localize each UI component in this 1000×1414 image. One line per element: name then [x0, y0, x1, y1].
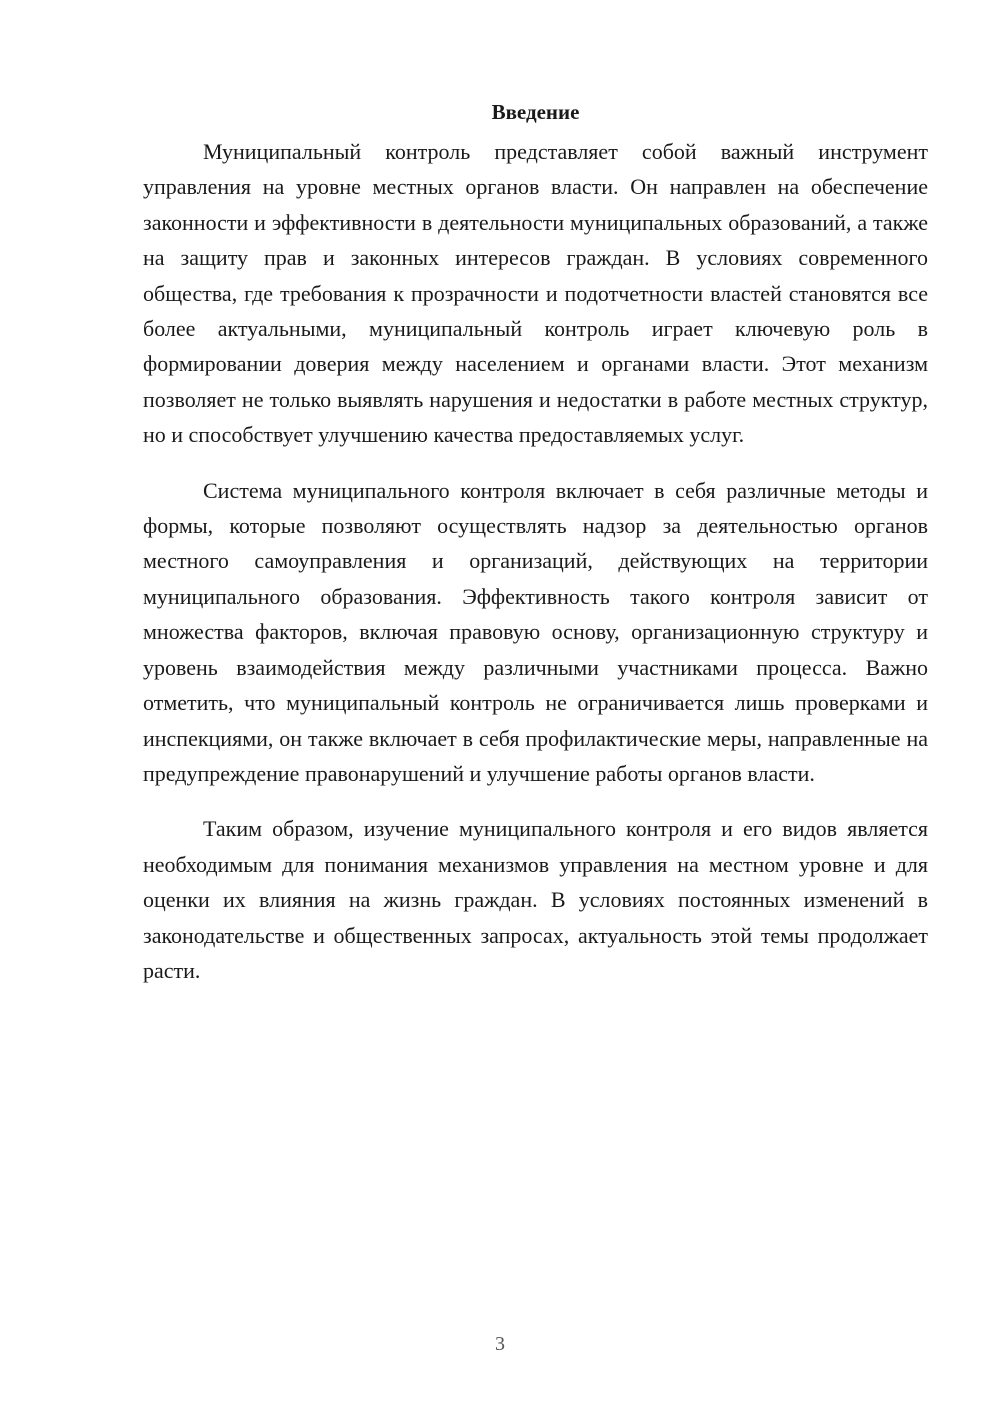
paragraph-3: Таким образом, изучение муниципального контроля и его видов является необходимым для понимания механизмов управления на местном уровне и для оценки их влияния на жизнь граждан. В условиях постоянных изменений в законодательстве и общественных запросах, актуальность этой темы продолжает расти. — [143, 816, 928, 983]
page-number: 3 — [495, 1333, 505, 1355]
page-content — [143, 95, 928, 1008]
paragraph-2: Система муниципального контроля включает в себя различные методы и формы, которые позволяют осуществлять надзор за деятельностью органов местного самоуправления и организаций, действующих на территории муниципального образования. Эффективность такого контроля зависит от множества факторов, включая правовую основу, организационную структуру и уровень взаимодействия между различными участниками процесса. Важно отметить, что муниципальный контроль не ограничивается лишь проверками и инспекциями, он также включает в себя профилактические меры, направленные на предупреждение правонарушений и улучшение работы органов власти. — [143, 477, 928, 786]
page-title: Введение — [491, 100, 580, 124]
paragraph-1: Муниципальный контроль представляет собой важный инструмент управления на уровне местных органов власти. Он направлен на обеспечение законности и эффективности в деятельности муниципальных образований, а также на защиту прав и законных интересов граждан. В условиях современного общества, где требования к прозрачности и подотчетности властей становятся все более актуальными, муниципальный контроль играет ключевую роль в формировании доверия между населением и органами власти. Этот механизм позволяет не только выявлять нарушения и недостатки в работе местных структур, но и способствует улучшению качества предоставляемых услуг. — [143, 139, 928, 448]
